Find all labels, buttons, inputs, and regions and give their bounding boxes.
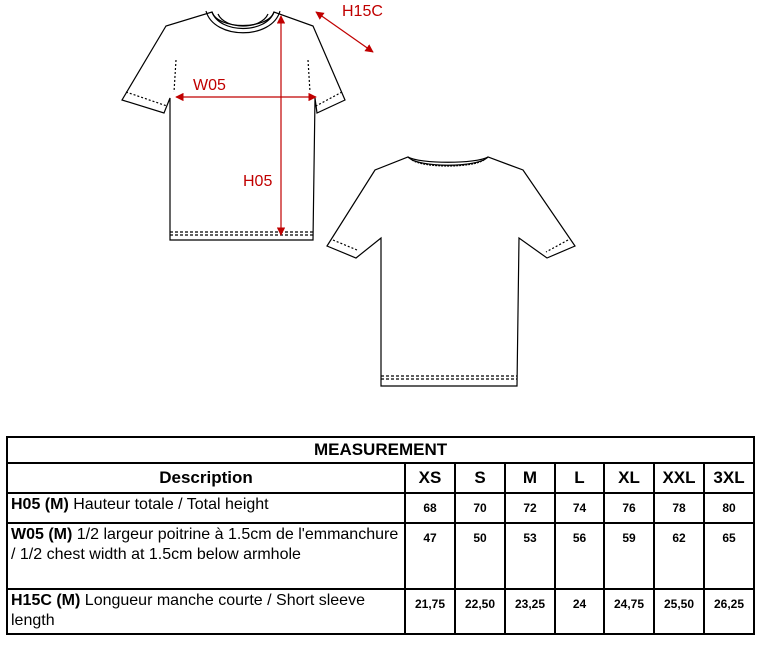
value-cell: 47: [405, 523, 455, 589]
description-header: Description: [7, 463, 405, 493]
table-row: [7, 589, 754, 634]
measurement-code: H05 (M): [11, 496, 69, 513]
value-cell: 22,50: [455, 589, 505, 634]
size-header: XS: [405, 463, 455, 493]
value-cell: 74: [555, 493, 604, 523]
value-cell: 78: [654, 493, 704, 523]
value-cell: 21,75: [405, 589, 455, 634]
tshirt-front-view: [122, 11, 345, 240]
tshirt-back-view: [327, 157, 575, 386]
w05-label: W05: [193, 77, 226, 94]
value-cell: 53: [505, 523, 555, 589]
value-cell: 24,75: [604, 589, 654, 634]
row-description: [7, 589, 405, 634]
value-cell: 56: [555, 523, 604, 589]
measurement-text: 1/2 largeur poitrine à 1.5cm de l'emmanchure / 1/2 chest width at 1.5cm below armhole: [11, 526, 399, 563]
table-row: [7, 523, 754, 589]
size-header: L: [555, 463, 604, 493]
value-cell: 62: [654, 523, 704, 589]
measurement-text: Longueur manche courte / Short sleeve length: [11, 592, 365, 629]
measurement-code: H15C (M): [11, 592, 81, 609]
measurement-table: [6, 436, 755, 635]
measurement-code: W05 (M): [11, 526, 73, 543]
row-description: [7, 493, 405, 523]
table-row: [7, 493, 754, 523]
measurement-text: Hauteur totale / Total height: [68, 496, 269, 513]
size-header: M: [505, 463, 555, 493]
value-cell: 23,25: [505, 589, 555, 634]
value-cell: 59: [604, 523, 654, 589]
value-cell: 50: [455, 523, 505, 589]
value-cell: 68: [405, 493, 455, 523]
row-description: [7, 523, 405, 589]
h05-label: H05: [243, 173, 273, 190]
size-header: XXL: [654, 463, 704, 493]
value-cell: 65: [704, 523, 754, 589]
size-header: 3XL: [704, 463, 754, 493]
size-header: XL: [604, 463, 654, 493]
value-cell: 76: [604, 493, 654, 523]
table-title: MEASUREMENT: [7, 437, 754, 463]
value-cell: 72: [505, 493, 555, 523]
size-header: S: [455, 463, 505, 493]
value-cell: 25,50: [654, 589, 704, 634]
value-cell: 80: [704, 493, 754, 523]
value-cell: 26,25: [704, 589, 754, 634]
value-cell: 24: [555, 589, 604, 634]
h15c-label: H15C: [342, 3, 383, 20]
value-cell: 70: [455, 493, 505, 523]
